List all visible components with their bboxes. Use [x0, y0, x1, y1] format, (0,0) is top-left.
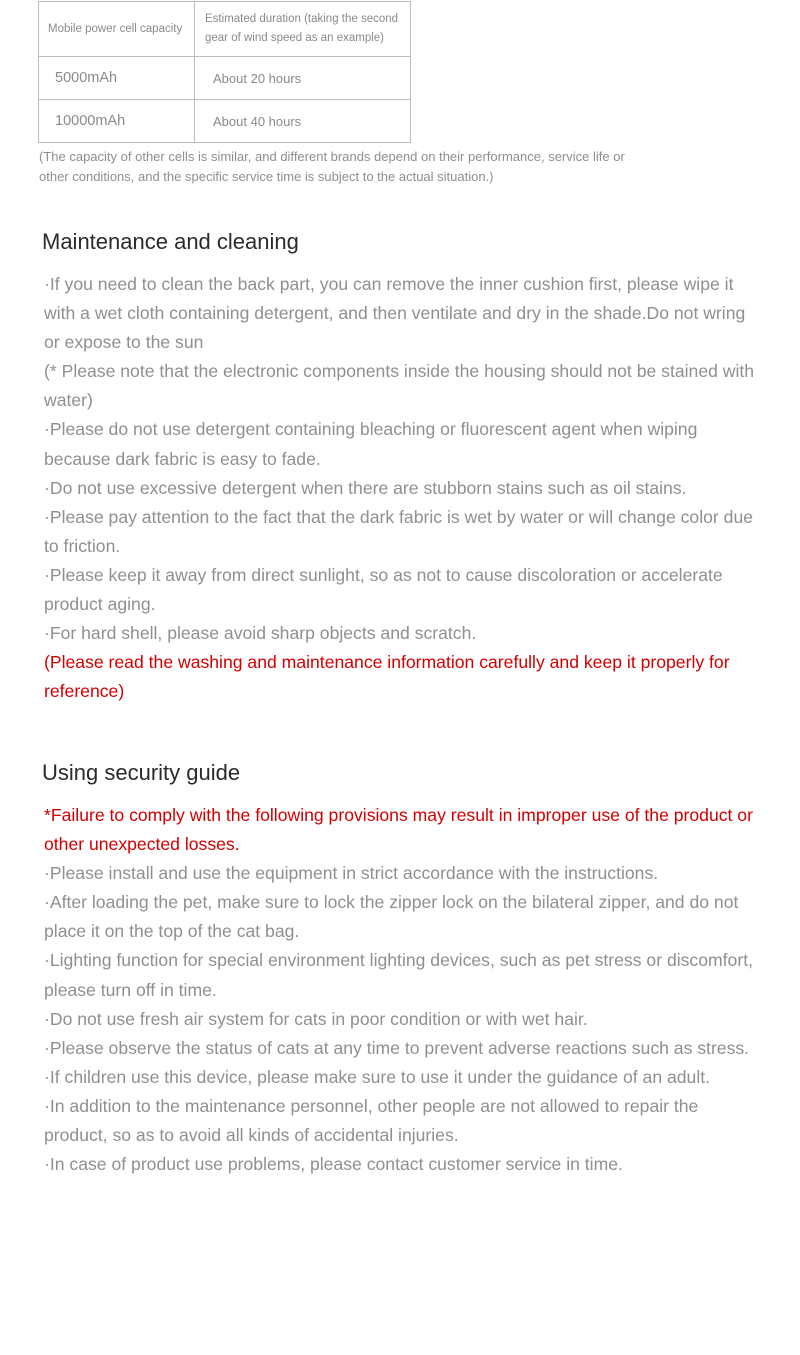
list-item: ·Please pay attention to the fact that the dark fabric is wet by water or will change color due to friction. [44, 506, 754, 556]
list-item: ·Do not use excessive detergent when there are stubborn stains such as oil stains. [44, 477, 687, 498]
capacity-note: (The capacity of other cells is similar, and different brands depend on their performance, service life or other conditions, and the specific service time is subject to the actual situation.) [39, 149, 625, 184]
table-cell-duration: About 20 hours [195, 57, 411, 100]
table-row [39, 57, 411, 100]
table-cell-capacity: 10000mAh [39, 100, 195, 143]
security-warning: *Failure to comply with the following provisions may result in improper use of the product or other unexpected losses. [44, 805, 753, 855]
list-item: ·Lighting function for special environment lighting devices, such as pet stress or discomfort, please turn off in time. [44, 950, 753, 1000]
list-item: ·Do not use fresh air system for cats in poor condition or with wet hair. [44, 1008, 588, 1029]
maintenance-warning: (Please read the washing and maintenance information carefully and keep it properly for reference) [44, 652, 730, 702]
list-item: ·If children use this device, please make sure to use it under the guidance of an adult. [44, 1066, 711, 1087]
table-cell-duration: About 40 hours [195, 100, 411, 143]
capacity-table [38, 1, 411, 143]
list-item: ·Please install and use the equipment in strict accordance with the instructions. [44, 863, 659, 884]
maintenance-title: Maintenance and cleaning [42, 229, 299, 254]
list-item: ·If you need to clean the back part, you can remove the inner cushion first, please wipe it with a wet cloth containing detergent, and then ventilate and dry in the shade.Do not wring or expose to the sun [44, 274, 746, 353]
list-item: ·Please do not use detergent containing bleaching or fluorescent agent when wiping because dark fabric is easy to fade. [44, 419, 698, 469]
table-cell-capacity: 5000mAh [39, 57, 195, 100]
security-title: Using security guide [42, 760, 241, 785]
security-list [44, 801, 760, 1179]
maintenance-list [44, 270, 760, 706]
list-item: ·In case of product use problems, please contact customer service in time. [44, 1154, 623, 1175]
table-header-capacity: Mobile power cell capacity [39, 2, 195, 57]
table-header-row [39, 2, 411, 57]
list-item: ·In addition to the maintenance personnel, other people are not allowed to repair the product, so as to avoid all kinds of accidental injuries. [44, 1095, 699, 1146]
list-item: ·Please observe the status of cats at any time to prevent adverse reactions such as stress. [44, 1037, 750, 1058]
table-header-duration: Estimated duration (taking the second gear of wind speed as an example) [195, 2, 411, 57]
list-item: ·After loading the pet, make sure to lock the zipper lock on the bilateral zipper, and do not place it on the top of the cat bag. [44, 892, 739, 942]
list-item: ·Please keep it away from direct sunlight, so as not to cause discoloration or accelerate product aging. [44, 564, 723, 615]
list-item: ·For hard shell, please avoid sharp objects and scratch. [44, 623, 477, 644]
list-item: (* Please note that the electronic components inside the housing should not be stained with water) [44, 361, 755, 411]
table-row [39, 100, 411, 143]
